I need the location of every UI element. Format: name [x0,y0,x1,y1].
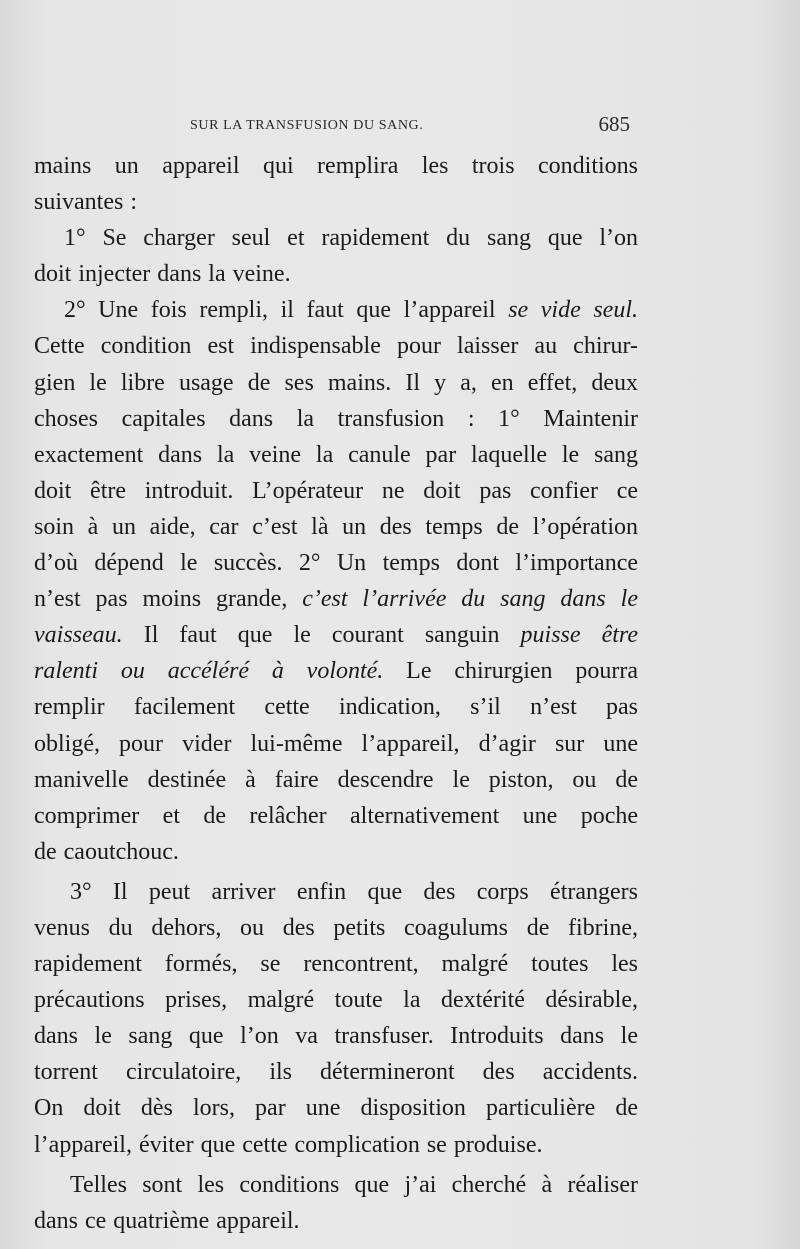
text-fragment: Le chirurgien pourra [383,658,639,685]
text-line: Telles sont les conditions que j’ai cherché à réaliser [70,1171,638,1198]
text-line: doit être introduit. L’opérateur ne doit pas confier ce [34,477,638,504]
emphasis-text: se vide seul. [508,297,639,324]
text-line: Cette condition est indispensable pour laisser au chirur- [34,333,638,360]
text-line: choses capitales dans la transfusion : 1° Maintenir [34,405,638,432]
paragraph-conclusion [34,1167,638,1239]
text-line: rapidement formés, se rencontrent, malgré toutes les [34,951,638,978]
text-line: de caoutchouc. [34,838,179,865]
emphasis-text: c’est l’arrivée du sang dans le [302,586,638,613]
text-line: dans ce quatrième appareil. [34,1207,300,1234]
emphasis-text: vaisseau. [34,622,123,649]
text-line: suivantes : [34,189,137,216]
text-fragment: Il faut que le courant sanguin [122,622,521,649]
text-line: l’appareil, éviter que cette complication se produise. [34,1131,543,1158]
page-number: 685 [598,112,630,136]
text-line: mains un appareil qui remplira les trois conditions [34,153,638,179]
text-line: dans le sang que l’on va transfuser. Introduits dans le [34,1023,638,1050]
text-line [34,581,638,617]
text-line: exactement dans la veine la canule par laquelle le sang [34,441,638,468]
paragraph-condition-3 [34,874,638,1163]
emphasis-text: ralenti ou accéléré à volonté. [34,658,384,685]
text-line: comprimer et de relâcher alternativement une poche [34,802,638,829]
paragraph-condition-2 [34,292,638,870]
paragraph-condition-1 [34,220,638,292]
text-line: manivelle destinée à faire descendre le piston, ou de [34,766,638,793]
text-line [34,617,638,653]
text-line: soin à un aide, car c’est là un des temps de l’opération [34,513,638,540]
text-line: remplir facilement cette indication, s’il n’est pas [34,694,638,721]
text-line: d’où dépend le succès. 2° Un temps dont l’importance [34,550,638,577]
text-line: gien le libre usage de ses mains. Il y a, en effet, deux [34,369,638,396]
text-fragment: n’est pas moins grande, [34,586,303,613]
paragraph-intro [34,148,638,220]
page-header [190,112,630,142]
text-fragment: 2° Une fois rempli, il faut que l’appareil [64,297,509,324]
emphasis-text: puisse être [520,622,638,649]
text-line: On doit dès lors, par une disposition particulière de [34,1095,638,1122]
text-line: torrent circulatoire, ils détermineront des accidents. [34,1059,638,1086]
body-text [34,148,638,1239]
text-line: obligé, pour vider lui-même l’appareil, d’agir sur une [34,730,638,757]
text-line: venus du dehors, ou des petits coagulums de fibrine, [34,914,638,941]
text-line: 1° Se charger seul et rapidement du sang que l’on [64,225,638,252]
running-head: SUR LA TRANSFUSION DU SANG. [190,118,424,133]
text-line [34,653,638,689]
text-line: doit injecter dans la veine. [34,261,291,288]
text-line: précautions prises, malgré toute la dextérité désirable, [34,987,638,1014]
text-line: 3° Il peut arriver enfin que des corps étrangers [70,878,638,905]
text-line [34,292,638,328]
